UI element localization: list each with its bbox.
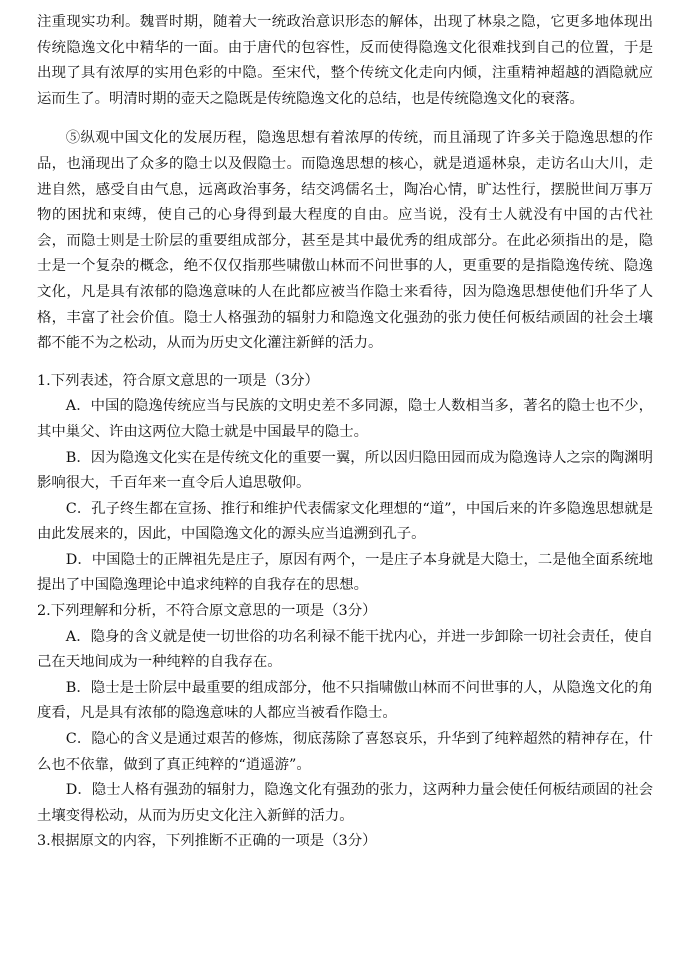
option-d: D．隐士人格有强劲的辐射力，隐逸文化有强劲的张力，这两种力量会使任何板结顽固的社会土壤变得松动，从而为历史文化注入新鲜的活力。 bbox=[37, 782, 653, 824]
option-b: B．因为隐逸文化实在是传统文化的重要一翼，所以因归隐田园而成为隐逸诗人之宗的陶渊明影响很大，千百年来一直令后人追思敬仰。 bbox=[37, 449, 653, 492]
question-3 bbox=[37, 829, 653, 855]
option-d: D．中国隐士的正牌祖先是庄子，原因有两个，一是庄子本身就是大隐士，二是他全面系统地提出了中国隐逸理论中追求纯粹的自我存在的思想。 bbox=[37, 551, 653, 594]
option-c: C．隐心的含义是通过艰苦的修炼，彻底荡除了喜怒哀乐，升华到了纯粹超然的精神存在，什么也不依靠，做到了真正纯粹的“逍遥游”。 bbox=[37, 731, 653, 773]
passage-paragraph-5: ⑤纵观中国文化的发展历程，隐逸思想有着浓厚的传统，而且涌现了许多关于隐逸思想的作品，也涌现出了众多的隐士以及假隐士。而隐逸思想的核心，就是逍遥林泉，走访名山大川，走进自然，感受自由气息，远离政治事务，结交鸿儒名士，陶冶心情，旷达性行，摆脱世间万事万物的困扰和束缚，使自己的心身得到最大程度的自由。应当说，没有士人就没有中国的古代社会，而隐士则是士阶层的重要组成部分，甚至是其中最优秀的组成部分。在此必须指出的是，隐士是一个复杂的概念，绝不仅仅指那些啸傲山林而不问世事的人，更重要的是指隐逸传统、隐逸文化，凡是具有浓郁的隐逸意味的人在此都应被当作隐士来看待，因为隐逸思想使他们升华了人格，丰富了社会价值。隐士人格强劲的辐射力和隐逸文化强劲的张力使任何板结顽固的社会土壤都不能不为之松动，从而为历史文化灌注新鲜的活力。 bbox=[37, 130, 653, 352]
option-a: A．中国的隐逸传统应当与民族的文明史差不多同源，隐士人数相当多，著名的隐士也不少，其中巢父、许由这两位大隐士就是中国最早的隐士。 bbox=[37, 398, 653, 440]
question-2 bbox=[37, 599, 653, 829]
question-stem: 3.根据原文的内容，下列推断不正确的一项是（3分） bbox=[37, 833, 377, 850]
option-b: B．隐士是士阶层中最重要的组成部分，他不只指啸傲山林而不问世事的人，从隐逸文化的角度看，凡是具有浓郁的隐逸意味的人都应当被看作隐士。 bbox=[37, 679, 653, 722]
option-a: A．隐身的含义就是使一切世俗的功名利禄不能干扰内心，并进一步卸除一切社会责任，使自己在天地间成为一种纯粹的自我存在。 bbox=[37, 628, 653, 671]
question-1 bbox=[37, 369, 653, 599]
question-stem: 2.下列理解和分析，不符合原文意思的一项是（3分） bbox=[37, 603, 377, 620]
passage-paragraph-4-tail: 注重现实功利。魏晋时期，随着大一统政治意识形态的解体，出现了林泉之隐，它更多地体现出传统隐逸文化中精华的一面。由于唐代的包容性，反而使得隐逸文化很难找到自己的位置，于是出现了具有浓厚的实用色彩的中隐。至宋代，整个传统文化走向内倾，注重精神超越的酒隐就应运而生了。明清时期的壶天之隐既是传统隐逸文化的总结，也是传统隐逸文化的衰落。 bbox=[37, 14, 653, 107]
option-c: C．孔子终生都在宣扬、推行和维护代表儒家文化理想的“道”，中国后来的许多隐逸思想就是由此发展来的，因此，中国隐逸文化的源头应当追溯到孔子。 bbox=[37, 500, 653, 543]
question-stem: 1.下列表述，符合原文意思的一项是（3分） bbox=[37, 372, 319, 389]
document-page bbox=[37, 10, 653, 855]
